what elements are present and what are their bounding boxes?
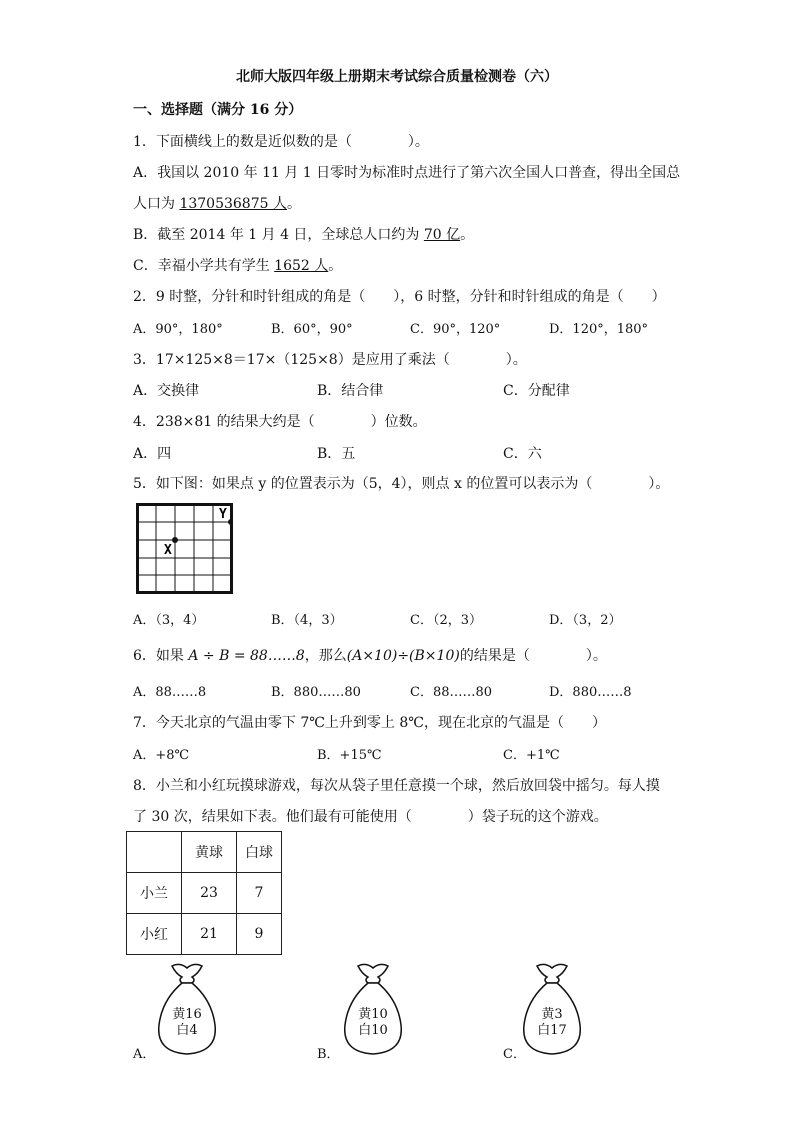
question-1-option-a-line1: A．我国以 2010 年 11 月 1 日零时为标准时点进行了第六次全国人口普查，得出全国总: [133, 165, 681, 181]
table-cell: 小红: [127, 914, 182, 955]
bag-a: [142, 960, 232, 1060]
table-cell: [127, 832, 182, 873]
text: 。: [286, 196, 301, 212]
text: 人口为: [133, 196, 180, 212]
question-4-stem: 4．238×81 的结果大约是（ ）位数。: [133, 414, 427, 430]
question-5-option: B．（4，3）: [271, 613, 343, 628]
question-5-option: D．（3，2）: [549, 613, 622, 628]
text: 的结果是（ ）。: [459, 648, 607, 664]
question-6-stem: [133, 645, 607, 665]
question-5-option: A．（3，4）: [133, 613, 205, 628]
bag-c-yellow: 黄3: [541, 1007, 563, 1022]
bag-a-white: 白4: [176, 1023, 198, 1038]
question-2-option: B．60°，90°: [271, 322, 353, 337]
bag-c: [507, 960, 597, 1060]
question-8-stem-line2: 了 30 次，结果如下表。他们最有可能使用（ ）袋子玩的这个游戏。: [133, 809, 608, 825]
question-2-option: D．120°，180°: [549, 322, 649, 337]
question-4-option: C．六: [503, 446, 542, 462]
question-3-option: B．结合律: [317, 383, 384, 399]
text: 。: [460, 227, 475, 243]
label-y: Y: [219, 507, 227, 522]
question-2-option: A．90°，180°: [133, 322, 223, 337]
text: ，那么: [304, 648, 347, 664]
question-1-option-a-line2: [133, 193, 301, 213]
question-3-stem: 3．17×125×8＝17×（125×8）是应用了乘法（ ）。: [133, 352, 527, 368]
question-6-option: A．88……8: [133, 685, 207, 700]
question-1-option-c: [133, 255, 342, 275]
question-7-option: C．+1℃: [503, 748, 560, 763]
table-cell: 7: [237, 873, 282, 914]
question-2-option: C．90°，120°: [410, 322, 501, 337]
underlined-number: 1370536875 人: [179, 196, 287, 212]
table-row: [127, 873, 282, 914]
table-cell: 小兰: [127, 873, 182, 914]
grid-svg: [136, 503, 233, 594]
question-4-option: A．四: [133, 446, 172, 462]
question-2-stem: 2．9 时整，分针和时针组成的角是（ ），6 时整，分针和时针组成的角是（ ）: [133, 289, 666, 305]
question-7-option: A．+8℃: [133, 748, 190, 763]
question-7-stem: 7．今天北京的气温由零下 7℃上升到零上 8℃，现在北京的气温是（ ）: [133, 715, 606, 731]
question-5-option: C．（2，3）: [410, 613, 482, 628]
question-1-stem: 1．下面横线上的数是近似数的是（ ）。: [133, 134, 429, 150]
text: 。: [328, 258, 343, 274]
table-cell: 白球: [237, 832, 282, 873]
table-cell: 21: [182, 914, 237, 955]
question-7-option: B．+15℃: [317, 748, 382, 763]
question-3-option: A．交换律: [133, 383, 200, 399]
bag-c-white: 白17: [537, 1023, 567, 1038]
text: C．幸福小学共有学生: [133, 258, 275, 274]
question-4-option: B．五: [317, 446, 356, 462]
math-expression: (A×10)÷(B×10): [346, 648, 460, 664]
math-expression: A ÷ B = 88……8: [188, 648, 305, 664]
underlined-number: 1652 人: [274, 258, 329, 274]
table-row: [127, 914, 282, 955]
point-x: [172, 537, 178, 543]
bag-a-yellow: 黄16: [172, 1007, 202, 1022]
page-title: 北师大版四年级上册期末考试综合质量检测卷（六）: [236, 69, 558, 85]
table-cell: 黄球: [182, 832, 237, 873]
table-header-row: [127, 832, 282, 873]
bag-c-letter: C．: [503, 1047, 526, 1062]
question-6-option: D．880……8: [549, 685, 632, 700]
question-6-option: C．88……80: [410, 685, 493, 700]
text: B．截至 2014 年 1 月 4 日，全球总人口约为: [133, 227, 424, 243]
point-y: [228, 519, 233, 525]
table-cell: 9: [237, 914, 282, 955]
text: 6．如果: [133, 648, 189, 664]
question-5-stem: 5．如下图：如果点 y 的位置表示为（5，4），则点 x 的位置可以表示为（ ）。: [133, 476, 670, 492]
bag-b-white: 白10: [358, 1023, 388, 1038]
label-x: X: [164, 543, 172, 558]
bag-b: [328, 960, 418, 1060]
bag-a-letter: A．: [133, 1047, 156, 1062]
question-6-option: B．880……80: [271, 685, 361, 700]
results-table: [126, 831, 282, 955]
table-cell: 23: [182, 873, 237, 914]
question-8-stem-line1: 8．小兰和小红玩摸球游戏，每次从袋子里任意摸一个球，然后放回袋中摇匀。每人摸: [133, 778, 660, 794]
question-1-option-b: [133, 224, 474, 244]
section-heading: 一、选择题（满分 16 分）: [133, 102, 303, 118]
underlined-number: 70 亿: [423, 227, 461, 243]
coordinate-grid: [136, 503, 233, 594]
question-3-option: C．分配律: [503, 383, 570, 399]
bag-b-letter: B．: [317, 1047, 340, 1062]
bag-b-yellow: 黄10: [358, 1007, 388, 1022]
